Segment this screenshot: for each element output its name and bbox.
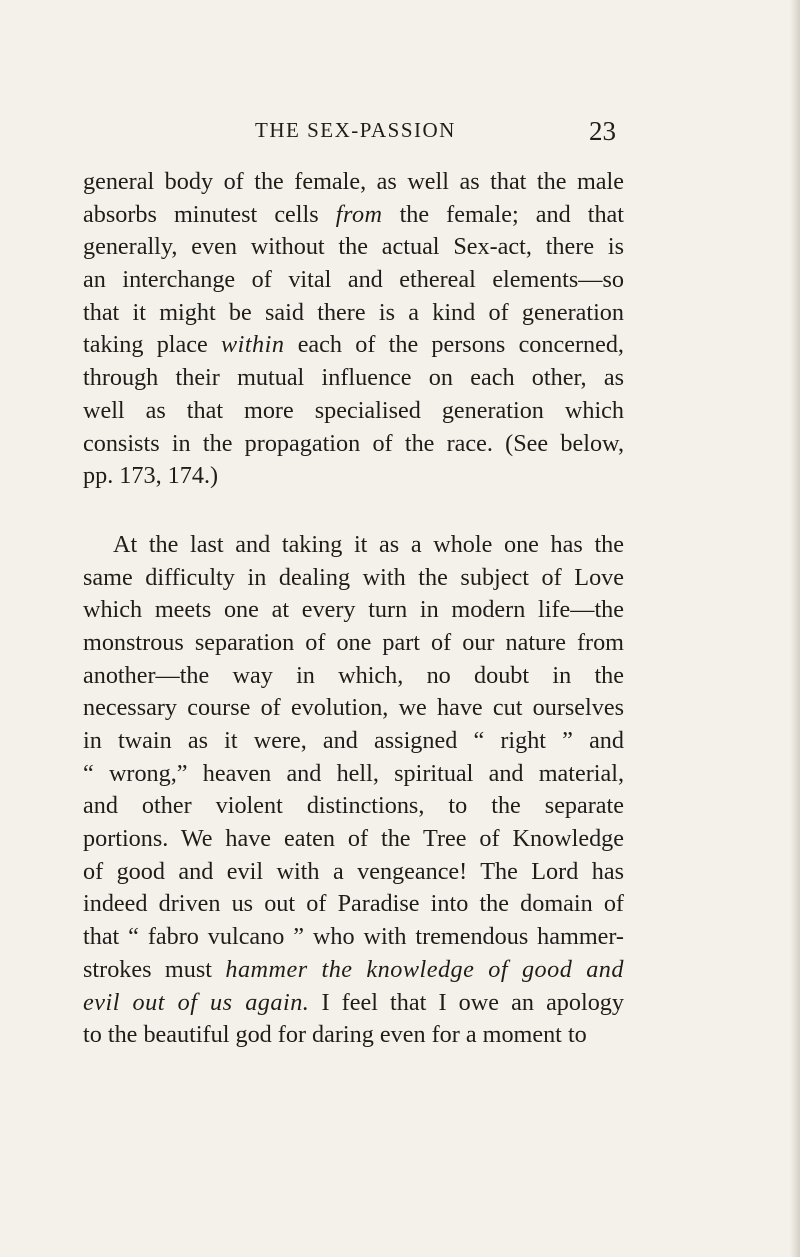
text-segment: I feel that I owe an apology xyxy=(309,988,624,1016)
text-line xyxy=(83,460,624,493)
text-line xyxy=(83,954,624,987)
text-line xyxy=(83,856,624,889)
text-segment: general body of the female, as well as that the male xyxy=(83,168,624,195)
text-segment: to the beautiful god for daring even for a moment to xyxy=(83,1021,587,1049)
text-line xyxy=(83,725,624,758)
text-line xyxy=(83,627,624,660)
text-segment: through their mutual influence on each other, as xyxy=(83,364,624,392)
text-segment: strokes must xyxy=(83,955,226,983)
text-line xyxy=(83,428,624,461)
text-line xyxy=(83,921,624,954)
text-segment: pp. 173, 174.) xyxy=(83,462,219,490)
text-segment: portions. We have eaten of the Tree of Knowledge xyxy=(83,825,624,853)
text-segment: monstrous separation of one part of our nature from xyxy=(83,628,624,656)
text-segment: At the last and taking it as a whole one has the xyxy=(113,530,624,558)
text-segment: which meets one at every turn in modern life—the xyxy=(83,596,624,624)
running-head: THE SEX-PASSION xyxy=(255,118,456,142)
italic-text: within xyxy=(220,331,285,359)
text-segment: of good and evil with a vengeance! The Lord has xyxy=(83,857,624,885)
text-line xyxy=(83,362,624,395)
text-line xyxy=(83,594,624,627)
text-line xyxy=(83,395,624,428)
text-line xyxy=(83,823,624,856)
text-segment: that it might be said there is a kind of generation xyxy=(83,298,624,326)
italic-text: from xyxy=(335,200,383,228)
text-line xyxy=(83,199,624,232)
text-line xyxy=(83,888,624,921)
paragraph-gap xyxy=(83,493,624,529)
text-line xyxy=(83,297,624,330)
text-segment: taking place xyxy=(83,331,221,359)
text-line xyxy=(83,1019,624,1052)
paragraph xyxy=(83,529,624,1052)
text-segment: well as that more specialised generation which xyxy=(83,396,624,424)
text-segment: another—the way in which, no doubt in the xyxy=(83,661,624,689)
text-line xyxy=(83,562,624,595)
italic-text: hammer the knowledge of good and xyxy=(225,955,624,983)
body-text xyxy=(83,166,624,1052)
text-line xyxy=(83,166,624,199)
text-segment: each of the persons concerned, xyxy=(284,331,624,359)
text-line xyxy=(83,692,624,725)
text-segment: same difficulty in dealing with the subject of Love xyxy=(83,563,624,591)
text-line xyxy=(83,987,624,1020)
text-segment: an interchange of vital and ethereal elements—so xyxy=(83,266,624,294)
text-segment: and other violent distinctions, to the separate xyxy=(83,792,624,820)
text-line xyxy=(83,529,624,562)
text-line xyxy=(83,758,624,791)
italic-text: evil out of us again. xyxy=(83,988,310,1016)
page-header xyxy=(0,118,800,148)
text-line xyxy=(83,660,624,693)
page-edge-shadow xyxy=(790,0,800,1257)
text-line xyxy=(83,264,624,297)
text-segment: that “ fabro vulcano ” who with tremendous hammer- xyxy=(83,923,624,951)
page-number: 23 xyxy=(589,116,616,146)
text-segment: consists in the propagation of the race. (See below, xyxy=(83,429,624,457)
text-segment: “ wrong,” heaven and hell, spiritual and material, xyxy=(83,759,624,787)
text-segment: in twain as it were, and assigned “ right ” and xyxy=(83,727,624,754)
text-line xyxy=(83,790,624,823)
text-segment: necessary course of evolution, we have cut ourselves xyxy=(83,694,624,722)
text-segment: indeed driven us out of Paradise into the domain of xyxy=(83,890,624,918)
text-line xyxy=(83,231,624,264)
text-segment: the female; and that xyxy=(382,200,625,228)
text-segment: generally, even without the actual Sex-act, there is xyxy=(83,233,624,261)
paragraph xyxy=(83,166,624,493)
text-segment: absorbs minutest cells xyxy=(83,200,336,228)
text-line xyxy=(83,329,624,362)
